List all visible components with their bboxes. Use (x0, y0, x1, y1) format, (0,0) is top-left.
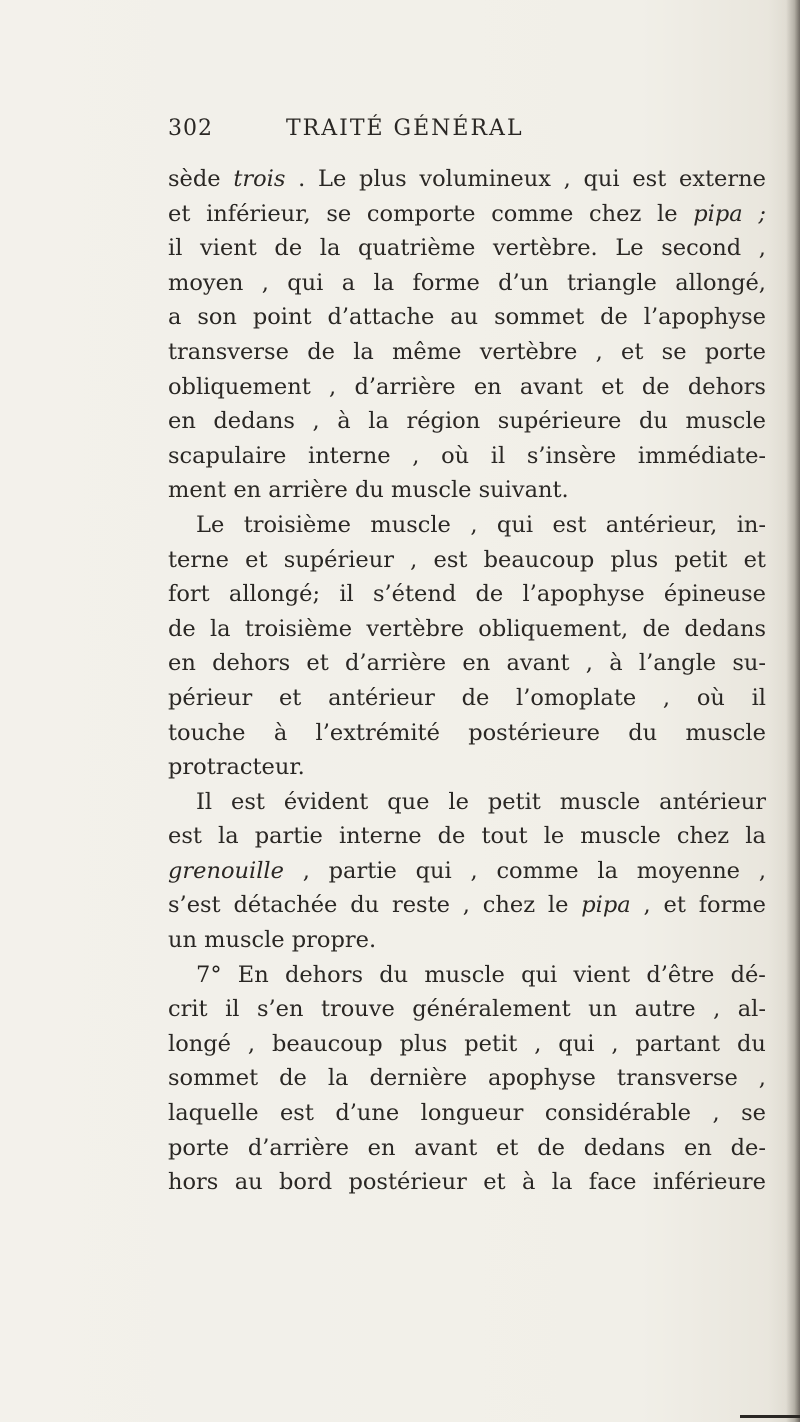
word: de (461, 684, 490, 711)
word: à (609, 650, 623, 677)
word: antérieur (328, 684, 435, 711)
word: et (483, 1169, 506, 1196)
word: En (237, 961, 269, 988)
word: plus (359, 166, 407, 192)
word: de- (730, 1134, 766, 1161)
word: comme (491, 200, 574, 227)
word: volumineux (419, 166, 551, 192)
italic-word: pipa (581, 892, 631, 919)
word: interne (308, 442, 391, 469)
word: moyen (168, 269, 244, 296)
word: , (470, 857, 478, 884)
word: est (632, 166, 667, 192)
word: détachée (233, 892, 338, 919)
word: , (247, 1030, 256, 1057)
word: en (168, 408, 196, 435)
word: dedans (583, 1134, 666, 1161)
word: et (168, 200, 191, 227)
word: 7° (196, 961, 222, 988)
text-line (168, 543, 766, 578)
word: en (168, 650, 196, 677)
word: de (600, 304, 628, 331)
italic-word: trois (233, 166, 286, 192)
word: , (758, 235, 766, 262)
word: al- (737, 996, 766, 1023)
word: in- (736, 511, 766, 538)
word: l’angle (638, 650, 717, 677)
word: et (663, 892, 686, 919)
word: en (684, 1134, 712, 1161)
word: se (661, 338, 687, 365)
word: se (741, 1100, 766, 1127)
word: à (273, 719, 288, 746)
word: muscle (685, 719, 766, 746)
word: de (437, 823, 466, 850)
word: du (350, 892, 380, 919)
word: la (551, 1169, 573, 1196)
word: d’attache (327, 304, 435, 331)
word: troisième (243, 511, 351, 538)
word: de (642, 615, 671, 642)
word: qui (287, 269, 324, 296)
word: il (225, 996, 240, 1023)
word: terne (168, 546, 229, 573)
word: du (628, 719, 658, 746)
word: et (621, 338, 644, 365)
word: partant (635, 1030, 721, 1057)
word: et (743, 546, 766, 573)
word: au (450, 304, 479, 331)
word: Le (615, 235, 644, 262)
word: postérieur (348, 1169, 467, 1196)
text-line (168, 958, 766, 993)
word: postérieure (468, 719, 600, 746)
word: et (245, 546, 268, 573)
word: que (387, 788, 430, 815)
word: vient (573, 961, 631, 988)
word: autre (634, 996, 696, 1023)
word: interne (338, 823, 422, 850)
word: un (588, 996, 618, 1023)
word: hors (168, 1169, 219, 1196)
word: avant (414, 1134, 478, 1161)
word: a (341, 269, 356, 296)
word: le (448, 788, 469, 815)
word: forme (412, 269, 480, 296)
word: épineuse (663, 581, 766, 608)
word: il (168, 235, 183, 262)
word: inférieur, (206, 200, 311, 227)
word: et (306, 650, 329, 677)
word: beaucoup (272, 1030, 383, 1057)
word: Il (196, 788, 213, 815)
word: la (209, 615, 231, 642)
word: est (279, 1100, 314, 1127)
word: obliquement (168, 373, 311, 400)
word: apophyse (488, 1065, 596, 1092)
word: triangle (567, 269, 657, 296)
body-text (168, 162, 766, 1200)
word: muscle (580, 823, 661, 850)
text-line (168, 197, 766, 232)
word: scapulaire (168, 442, 287, 469)
word: d’être (646, 961, 715, 988)
word: d’arrière (345, 650, 447, 677)
text-line (168, 370, 766, 405)
word: avant (519, 373, 583, 400)
word: sommet (494, 304, 585, 331)
word: de (537, 1134, 565, 1161)
word: , (595, 338, 603, 365)
word: du (379, 961, 409, 988)
word: troisième (244, 615, 353, 642)
word: il (339, 581, 354, 608)
word: dehors (212, 650, 291, 677)
word: vient (200, 235, 257, 262)
word: de (274, 235, 303, 262)
word: s’en (256, 996, 304, 1023)
word: partie (328, 857, 397, 884)
word: d’un (498, 269, 549, 296)
word: touche (168, 719, 246, 746)
word: . (298, 166, 306, 192)
word: chez (482, 892, 536, 919)
text-line (168, 681, 766, 716)
word: muscle (685, 408, 766, 435)
text-line (168, 577, 766, 612)
word: , (261, 269, 269, 296)
word: en (367, 1134, 396, 1161)
word: de (475, 581, 504, 608)
word: plus (610, 546, 659, 573)
running-title: TRAITÉ GÉNÉRAL (286, 116, 524, 141)
word: petit (464, 1030, 518, 1057)
word: , (712, 1100, 720, 1127)
word: le (547, 892, 569, 919)
word: petit (674, 546, 728, 573)
word: chez (589, 200, 642, 227)
word: , (758, 857, 766, 884)
word: au (234, 1169, 263, 1196)
word: est (168, 823, 202, 850)
word: même (392, 338, 462, 365)
word: , (462, 892, 470, 919)
word: l’omoplate (516, 684, 637, 711)
word: tout (481, 823, 528, 850)
word: plus (399, 1030, 448, 1057)
word: dé- (730, 961, 766, 988)
word: évident (283, 788, 369, 815)
word: l’apophyse (643, 304, 766, 331)
word: , (758, 1065, 766, 1092)
text-line (168, 335, 766, 370)
text-line (168, 1096, 766, 1131)
word: à (337, 408, 351, 435)
text-segment: ment en arrière du muscle suivant. (168, 477, 569, 504)
word: l’apophyse (522, 581, 645, 608)
word: chez (676, 823, 730, 850)
word: fort (168, 581, 210, 608)
text-line (168, 231, 766, 266)
word: transverse (616, 1065, 738, 1092)
word: , (534, 1030, 542, 1057)
word: en (462, 650, 491, 677)
word: partie (254, 823, 323, 850)
word: le (543, 823, 565, 850)
word: et (601, 373, 624, 400)
word: beaucoup (483, 546, 595, 573)
word: , (643, 892, 651, 919)
word: d’arrière (247, 1134, 349, 1161)
word: comme (496, 857, 579, 884)
word: de (307, 338, 335, 365)
word: la (327, 1065, 349, 1092)
page-header (168, 116, 768, 152)
word: d’arrière (354, 373, 456, 400)
word: petit (487, 788, 541, 815)
text-line (168, 992, 766, 1027)
word: la (319, 235, 341, 262)
word: a (168, 304, 182, 331)
word: qui (558, 1030, 595, 1057)
word: immédiate- (637, 442, 766, 469)
word: forme (698, 892, 766, 919)
word: dehors (687, 373, 766, 400)
word: la (745, 823, 766, 850)
text-line (168, 1165, 766, 1200)
word: antérieur (659, 788, 766, 815)
word: la (218, 823, 239, 850)
word: généralement (412, 996, 571, 1023)
word: où (441, 442, 470, 469)
text-line (168, 612, 766, 647)
word: antérieur, (605, 511, 718, 538)
text-segment: protracteur. (168, 754, 305, 781)
word: la (597, 857, 618, 884)
text-line (168, 1131, 766, 1166)
word: second (661, 235, 742, 262)
word: de (641, 373, 670, 400)
word: , (563, 166, 571, 192)
word: bord (279, 1169, 333, 1196)
word: quatrième (358, 235, 476, 262)
text-line (168, 508, 766, 543)
word: su- (732, 650, 766, 677)
word: où (696, 684, 725, 711)
word: de (279, 1065, 307, 1092)
word: du (638, 408, 668, 435)
word: vertèbre. (492, 235, 598, 262)
word: obliquement, (478, 615, 629, 642)
italic-word: pipa (693, 200, 743, 227)
word: externe (678, 166, 766, 192)
text-line (168, 785, 766, 820)
word: , (312, 408, 320, 435)
page-edge-shadow (786, 0, 800, 1422)
word: , (662, 684, 671, 711)
word: , (585, 650, 593, 677)
word: porte (168, 1134, 230, 1161)
word: est (433, 546, 468, 573)
word: , (611, 1030, 619, 1057)
text-line (168, 1061, 766, 1096)
text-line (168, 923, 766, 958)
word: d’une (335, 1100, 400, 1127)
word: longé (168, 1030, 231, 1057)
word: transverse (168, 338, 289, 365)
word: le (657, 200, 678, 227)
word: comporte (366, 200, 476, 227)
word: en (473, 373, 502, 400)
word: , (470, 511, 478, 538)
text-line (168, 1027, 766, 1062)
word: avant (506, 650, 570, 677)
word: du (736, 1030, 766, 1057)
word: dedans (684, 615, 766, 642)
word: sède (168, 166, 221, 192)
word: il (490, 442, 506, 469)
word: s’insère (526, 442, 617, 469)
word: supérieur (283, 546, 394, 573)
word: il (751, 684, 766, 711)
text-line (168, 439, 766, 474)
word: qui (496, 511, 534, 538)
word: face (588, 1169, 637, 1196)
word: vertèbre (479, 338, 578, 365)
word: muscle (370, 511, 451, 538)
word: crit (168, 996, 208, 1023)
word: trouve (320, 996, 395, 1023)
word: dedans (213, 408, 295, 435)
word: reste (391, 892, 450, 919)
word: , (410, 546, 418, 573)
text-line (168, 473, 766, 508)
word: qui (415, 857, 452, 884)
word: laquelle (168, 1100, 259, 1127)
word: vertèbre (366, 615, 465, 642)
text-line (168, 888, 766, 923)
word: moyenne (636, 857, 741, 884)
word: s’est (168, 892, 221, 919)
text-line (168, 854, 766, 889)
word: son (197, 304, 237, 331)
word: et (496, 1134, 519, 1161)
word: considérable (544, 1100, 691, 1127)
word: Le (318, 166, 347, 192)
italic-word: grenouille (168, 857, 284, 884)
word: , (412, 442, 420, 469)
word: à (521, 1169, 536, 1196)
word: Le (196, 511, 225, 538)
word: est (231, 788, 265, 815)
text-line (168, 750, 766, 785)
word: inférieure (652, 1169, 766, 1196)
italic-word: ; (758, 200, 766, 227)
word: région (406, 408, 481, 435)
text-segment: un muscle propre. (168, 927, 377, 954)
word: dehors (284, 961, 363, 988)
word: , (302, 857, 310, 884)
word: , (329, 373, 337, 400)
word: périeur (168, 684, 253, 711)
word: longueur (420, 1100, 524, 1127)
page-number: 302 (168, 116, 213, 141)
word: qui (583, 166, 620, 192)
word: se (326, 200, 352, 227)
word: est (552, 511, 587, 538)
word: dernière (369, 1065, 468, 1092)
word: de (168, 615, 196, 642)
word: porte (704, 338, 766, 365)
word: l’extrémité (315, 719, 440, 746)
text-line (168, 716, 766, 751)
word: qui (521, 961, 558, 988)
text-line (168, 266, 766, 301)
text-line (168, 404, 766, 439)
text-line (168, 162, 766, 197)
word: la (373, 269, 395, 296)
word: la (368, 408, 389, 435)
word: s’étend (372, 581, 457, 608)
word: , (713, 996, 721, 1023)
page-edge-mark (740, 1415, 800, 1418)
word: allongé; (228, 581, 321, 608)
word: la (353, 338, 374, 365)
word: muscle (424, 961, 505, 988)
word: point (252, 304, 312, 331)
word: muscle (559, 788, 641, 815)
text-line (168, 646, 766, 681)
word: et (278, 684, 302, 711)
word: sommet (168, 1065, 259, 1092)
word: supérieure (497, 408, 622, 435)
text-line (168, 819, 766, 854)
text-line (168, 300, 766, 335)
word: allongé, (675, 269, 766, 296)
